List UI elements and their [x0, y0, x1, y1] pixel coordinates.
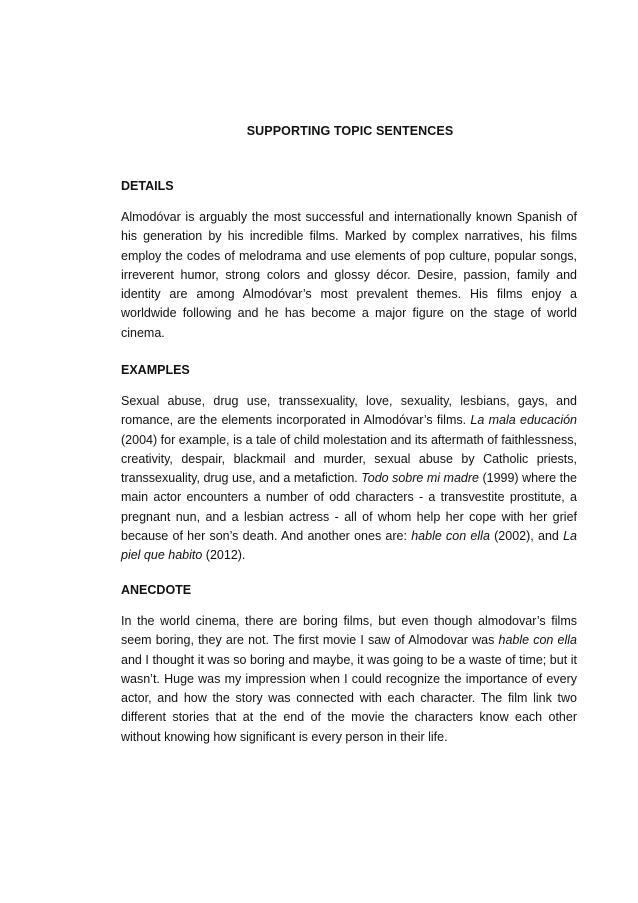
film-title-hable-con-ella: hable con ella [411, 529, 490, 544]
film-title-todo-sobre-mi-madre: Todo sobre mi madre [361, 471, 479, 486]
anecdote-text-2: and I thought it was so boring and maybe, it was going to be a waste of time; but it wasn’t. Huge was my impression when I could recognize the importance of every actor, and how the story was connected with each character. The film link two different stories that at the end of the movie the characters know each other without knowing how significant is every person in their life. [121, 652, 577, 744]
anecdote-text-1: In the world cinema, there are boring films, but even though almodovar’s films seem boring, they are not. The first movie I saw of Almodovar was [121, 614, 577, 648]
anecdote-section [121, 582, 577, 747]
anecdote-paragraph [121, 612, 577, 747]
details-paragraph: Almodóvar is arguably the most successful and internationally known Spanish of his generation by his incredible films. Marked by complex narratives, his films employ the codes of melodrama and use elements of pop culture, popular songs, irreverent humor, strong colors and glossy décor. Desire, passion, family and identity are among Almodóvar’s most prevalent themes. His films enjoy a worldwide following and he has become a major figure on the stage of world cinema. [121, 210, 577, 340]
details-section [121, 178, 577, 343]
examples-text-3: (1999) where the main actor encounters a number of odd characters - a transvestite prostitute, a pregnant nun, and a lesbian actress - all of whom help her cope with her grief because of her son’s death. And another ones are: [121, 471, 577, 544]
film-title-la-mala-educacion: La mala educación [470, 413, 577, 428]
film-title-hable-con-ella: hable con ella [498, 633, 577, 648]
examples-paragraph [121, 392, 577, 566]
examples-text-2: (2004) for example, is a tale of child molestation and its aftermath of faithlessness, creativity, despair, blackmail and murder, sexual abuse by Catholic priests, transsexuality, drug use, and a metafiction. [121, 432, 577, 486]
film-title-la-piel-que-habito: La piel que habito [121, 529, 577, 563]
anecdote-heading: ANECDOTE [121, 583, 192, 597]
examples-section [121, 362, 577, 566]
examples-text-4: (2002), and [489, 529, 564, 544]
examples-text-1: Sexual abuse, drug use, transsexuality, love, sexuality, lesbians, gays, and romance, are the elements incorporated in Almodóvar’s films. [121, 394, 577, 428]
examples-heading: EXAMPLES [121, 363, 190, 377]
document-title: SUPPORTING TOPIC SENTENCES [246, 124, 454, 138]
details-heading: DETAILS [121, 179, 174, 193]
examples-text-5: (2012). [202, 548, 246, 563]
